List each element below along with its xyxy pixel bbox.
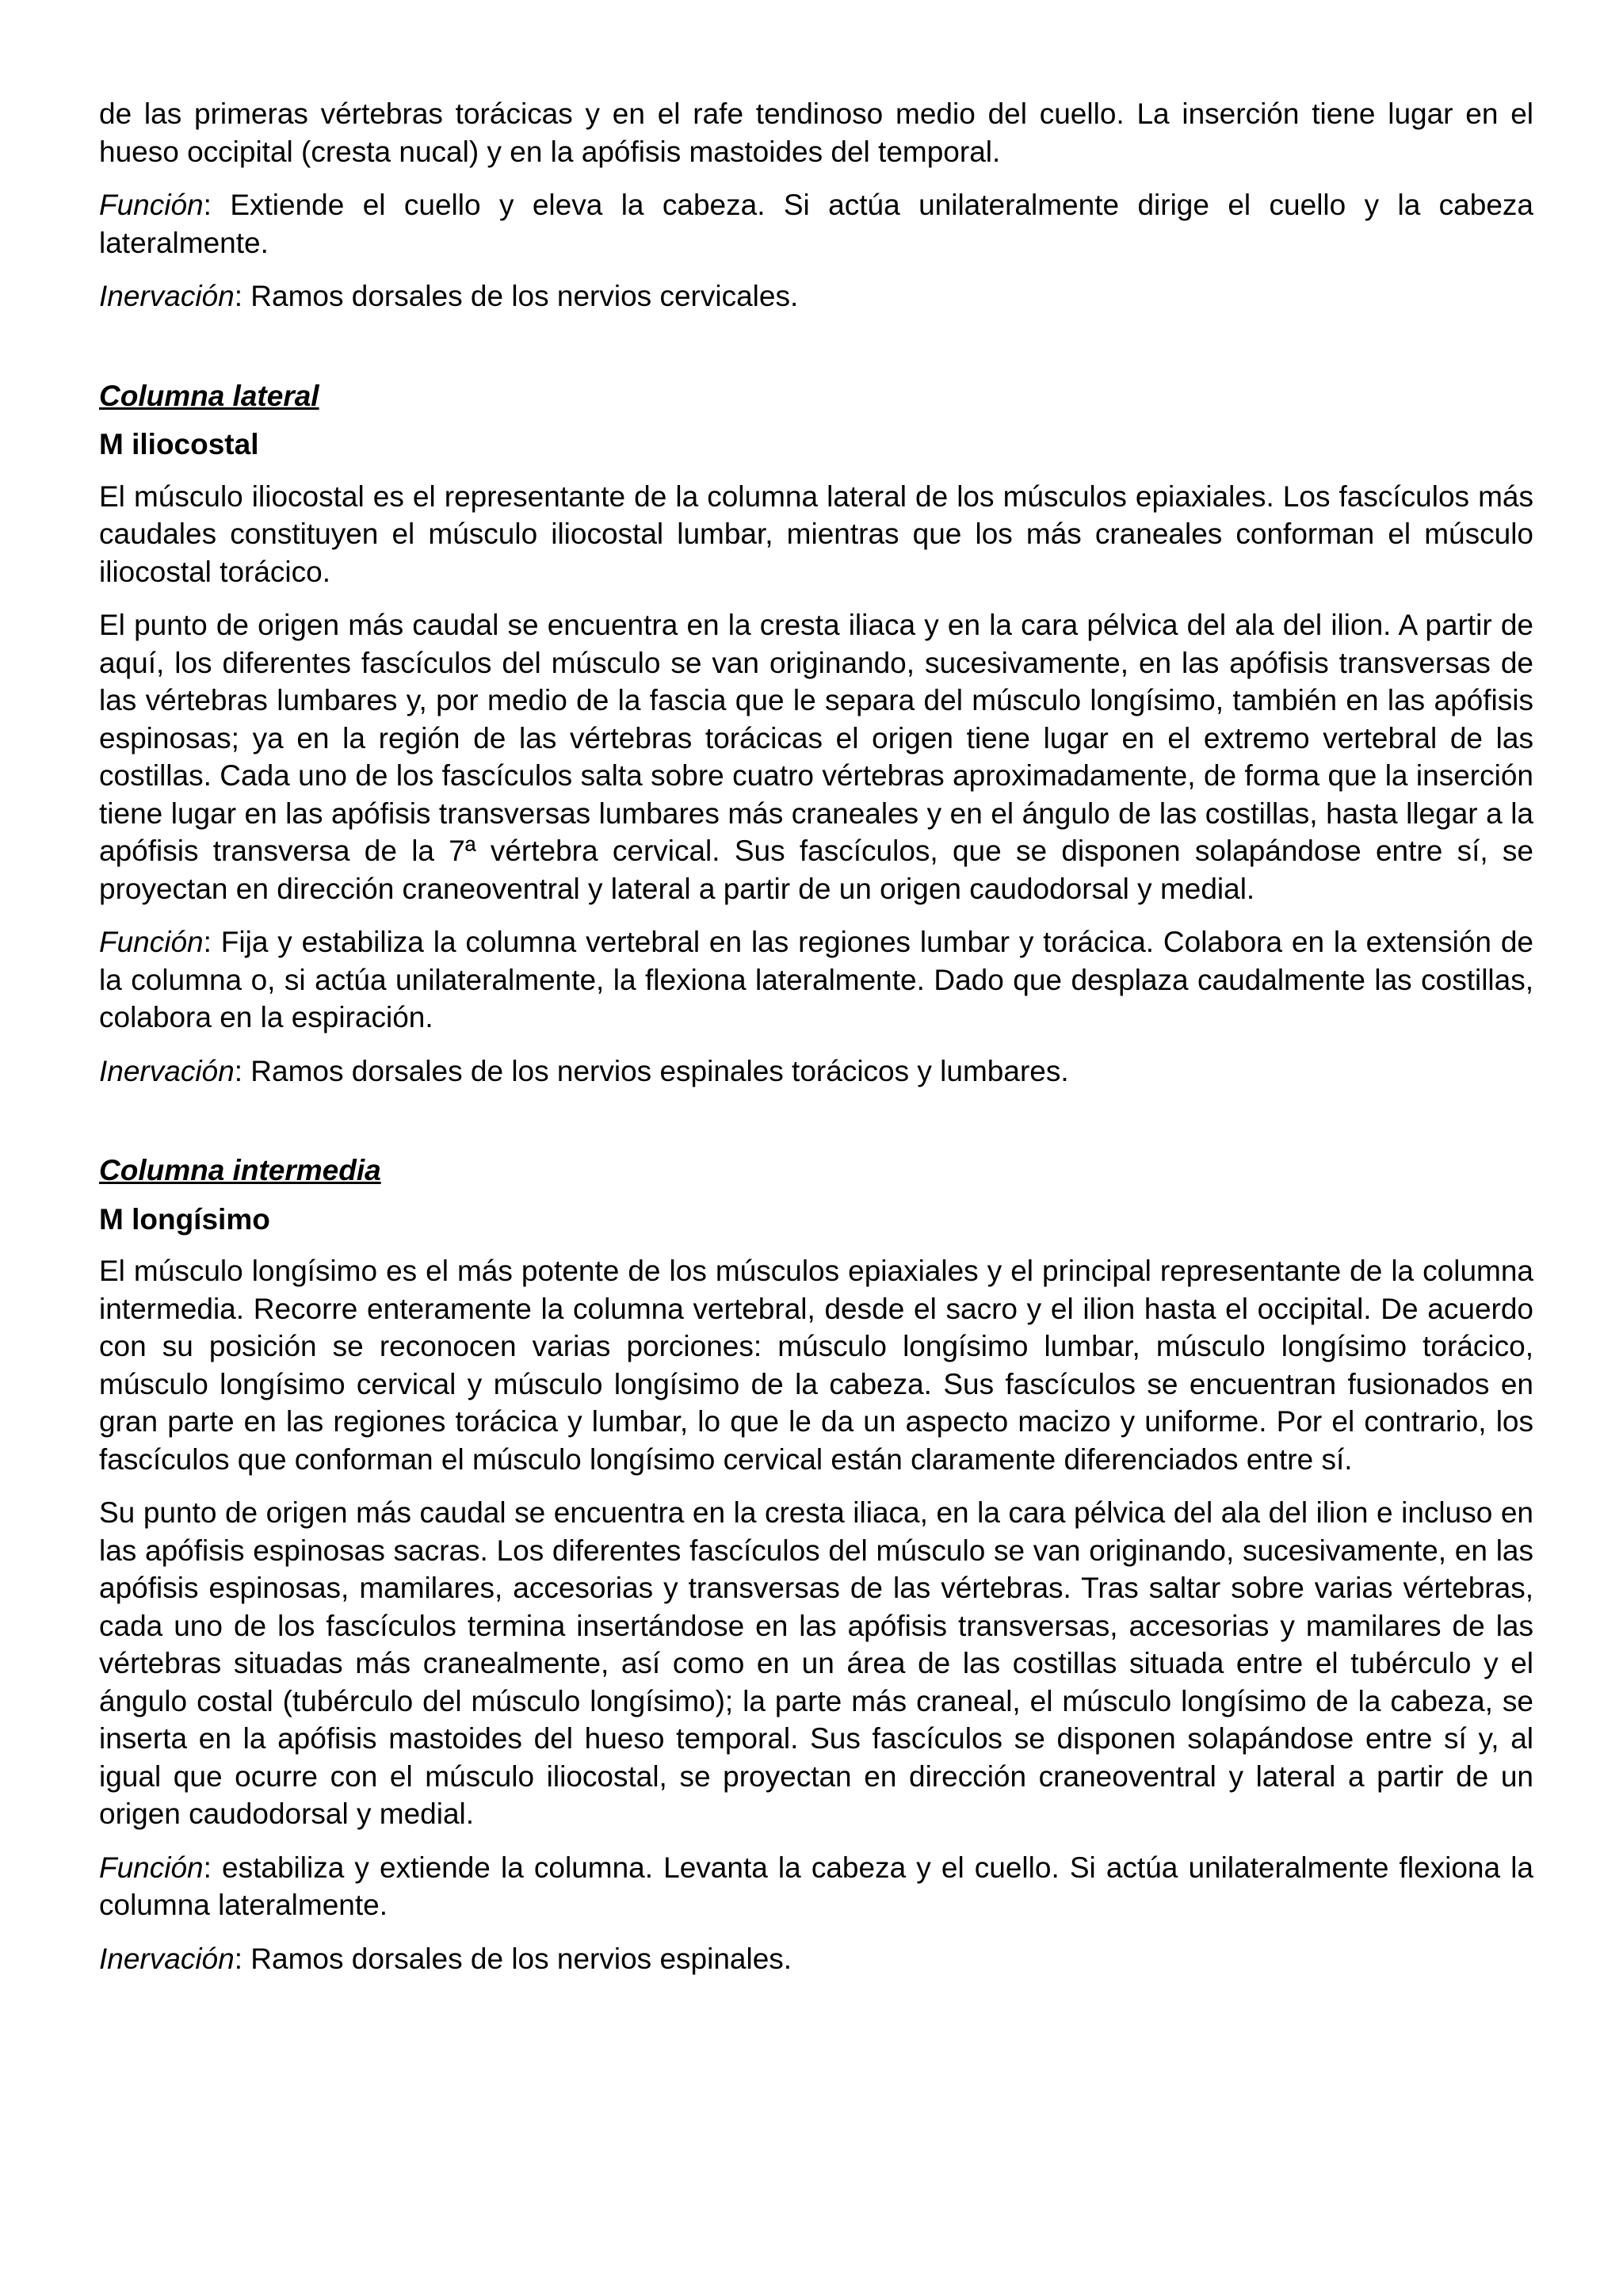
funcion-text: : Fija y estabiliza la columna vertebral en las regiones lumbar y torácica. Colabora en la extensión de la columna o, si actúa unilateralmente, la flexiona lateralmente. Dado que desplaza caudalmente las costillas, colabora en la espiración.	[99, 926, 1533, 1033]
inervacion-text: : Ramos dorsales de los nervios espinales torácicos y lumbares.	[234, 1054, 1069, 1087]
funcion-text: : Extiende el cuello y eleva la cabeza. Si actúa unilateralmente dirige el cuello y la cabeza lateralmente.	[99, 189, 1533, 259]
intermedia-inervacion	[99, 1940, 1533, 1978]
section-title-columna-intermedia: Columna intermedia	[99, 1154, 381, 1186]
document-page	[99, 95, 1533, 1977]
intro-funcion	[99, 186, 1533, 262]
inervacion-label: Inervación	[99, 1942, 235, 1975]
inervacion-label: Inervación	[99, 1054, 235, 1087]
lateral-inervacion	[99, 1052, 1533, 1091]
lateral-paragraph-1: El músculo iliocostal es el representante de la columna lateral de los músculos epiaxiales. Los fascículos más caudales constituyen el músculo iliocostal lumbar, mientras que los más craneales conforman el músculo iliocostal torácico.	[99, 479, 1533, 588]
inervacion-text: : Ramos dorsales de los nervios espinales.	[234, 1942, 792, 1975]
section-title-columna-lateral: Columna lateral	[99, 379, 319, 412]
funcion-label: Función	[99, 1851, 204, 1884]
intermedia-paragraph-1: El músculo longísimo es el más potente de los músculos epiaxiales y el principal representante de la columna intermedia. Recorre enteramente la columna vertebral, desde el sacro y el ilion hasta el occipital. De acuerdo con su posición se reconocen varias porciones: músculo longísimo lumbar, músculo longísimo torácico, músculo longísimo cervical y músculo longísimo de la cabeza. Sus fascículos se encuentran fusionados en gran parte en las regiones torácica y lumbar, lo que le da un aspecto macizo y uniforme. Por el contrario, los fascículos que conforman el músculo longísimo cervical están claramente diferenciados entre sí.	[99, 1255, 1533, 1476]
intro-paragraph: de las primeras vértebras torácicas y en el rafe tendinoso medio del cuello. La inserción tiene lugar en el hueso occipital (cresta nucal) y en la apófisis mastoides del temporal.	[99, 97, 1533, 168]
intro-inervacion	[99, 277, 1533, 315]
funcion-text: : estabiliza y extiende la columna. Levanta la cabeza y el cuello. Si actúa unilateralmente flexiona la columna lateralmente.	[99, 1851, 1533, 1921]
lateral-funcion	[99, 923, 1533, 1037]
funcion-label: Función	[99, 189, 204, 221]
muscle-title-longisimo: M longísimo	[99, 1202, 270, 1236]
inervacion-label: Inervación	[99, 280, 235, 312]
intermedia-funcion	[99, 1849, 1533, 1924]
lateral-paragraph-2: El punto de origen más caudal se encuentra en la cresta iliaca y en la cara pélvica del ala del ilion. A partir de aquí, los diferentes fascículos del músculo se van originando, sucesivamente, en las apófisis transversas de las vértebras lumbares y, por medio de la fascia que le separa del músculo longísimo, también en las apófisis espinosas; ya en la región de las vértebras torácicas el origen tiene lugar en el extremo vertebral de las costillas. Cada uno de los fascículos salta sobre cuatro vértebras aproximadamente, de forma que la inserción tiene lugar en las apófisis transversas lumbares más craneales y en el ángulo de las costillas, hasta llegar a la apófisis transversa de la 7ª vértebra cervical. Sus fascículos, que se disponen solapándose entre sí, se proyectan en dirección craneoventral y lateral a partir de un origen caudodorsal y medial.	[99, 609, 1533, 905]
funcion-label: Función	[99, 926, 204, 958]
intermedia-paragraph-2: Su punto de origen más caudal se encuentra en la cresta iliaca, en la cara pélvica del ala del ilion e incluso en las apófisis espinosas sacras. Los diferentes fascículos del músculo se van originando, sucesivamente, en las apófisis espinosas, mamilares, accesorias y transversas de las vértebras. Tras saltar sobre varias vértebras, cada uno de los fascículos termina insertándose en las apófisis transversas, accesorias y mamilares de las vértebras situadas más cranealmente, así como en un área de las costillas situada entre el tubérculo y el ángulo costal (tubérculo del músculo longísimo); la parte más craneal, el músculo longísimo de la cabeza, se inserta en la apófisis mastoides del hueso temporal. Sus fascículos se disponen solapándose entre sí y, al igual que ocurre con el músculo iliocostal, se proyectan en dirección craneoventral y lateral a partir de un origen caudodorsal y medial.	[99, 1496, 1533, 1830]
muscle-title-iliocostal: M iliocostal	[99, 428, 259, 460]
inervacion-text: : Ramos dorsales de los nervios cervicales.	[234, 280, 799, 312]
